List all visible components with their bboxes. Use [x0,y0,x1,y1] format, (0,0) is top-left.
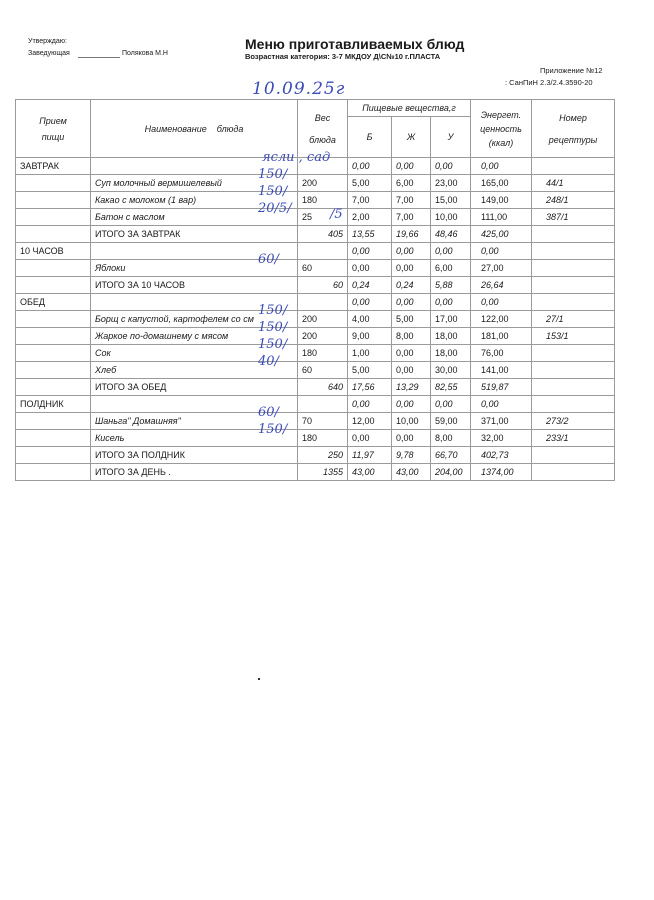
fat-cell: 0,00 [392,396,431,413]
appendix-number: Приложение №12 [540,66,603,75]
fat-cell: 0,00 [392,362,431,379]
handwritten-portion-note: 150/ [258,166,288,182]
col-header-recipe [532,100,615,158]
meal-cell: ОБЕД [16,294,91,311]
fat-cell: 0,00 [392,345,431,362]
recipe-cell [532,362,615,379]
handwritten-portion-note: 150/ [258,183,288,199]
energy-cell: 141,00 [471,362,532,379]
protein-cell: 5,00 [348,175,392,192]
carbs-cell: 15,00 [431,192,471,209]
fat-cell: 0,00 [392,243,431,260]
head-position-label: Заведующая [28,50,70,57]
meal-cell [16,345,91,362]
weight-cell: 200 [298,328,348,345]
carbs-cell: 66,70 [431,447,471,464]
recipe-cell [532,294,615,311]
recipe-cell [532,260,615,277]
energy-cell: 1374,00 [471,464,532,481]
dish-row [16,328,615,345]
meal-cell [16,447,91,464]
handwritten-portion-note: ясли , сад [262,149,331,165]
fat-cell: 6,00 [392,175,431,192]
dish-row [16,209,615,226]
weight-cell [298,243,348,260]
dish-row [16,362,615,379]
meal-cell [16,464,91,481]
total-row [16,464,615,481]
weight-cell: 25 [298,209,348,226]
handwritten-date: 10.09.25г [252,79,346,99]
energy-cell: 371,00 [471,413,532,430]
energy-cell: 0,00 [471,243,532,260]
total-row [16,379,615,396]
dish-row [16,345,615,362]
handwritten-portion-note: 60/ [258,251,279,267]
weight-cell: 60 [298,277,348,294]
handwritten-portion-note: 60/ [258,404,279,420]
dish-row [16,413,615,430]
col-header-recipe-line1: Номер [559,112,587,123]
fat-cell: 19,66 [392,226,431,243]
col-header-fat: Ж [392,117,431,158]
energy-cell: 0,00 [471,396,532,413]
total-row [16,277,615,294]
weight-cell: 200 [298,311,348,328]
weight-cell [298,294,348,311]
col-header-meal-line2: пищи [41,131,65,142]
meal-cell [16,362,91,379]
weight-cell: 640 [298,379,348,396]
energy-cell: 425,00 [471,226,532,243]
recipe-cell: 273/2 [532,413,615,430]
carbs-cell: 0,00 [431,396,471,413]
signature-line [78,57,120,58]
approve-label: Утверждаю: [28,38,67,45]
dish-name: ИТОГО ЗА 10 ЧАСОВ [91,277,298,294]
col-header-nutrients: Пищевые вещества,г [348,100,471,117]
protein-cell: 1,00 [348,345,392,362]
weight-cell: 180 [298,345,348,362]
dish-name: Суп молочный вермишелевый [91,175,298,192]
protein-cell: 0,00 [348,396,392,413]
energy-cell: 0,00 [471,158,532,175]
protein-cell: 9,00 [348,328,392,345]
col-header-carbs: У [431,117,471,158]
carbs-cell: 5,88 [431,277,471,294]
carbs-cell: 0,00 [431,243,471,260]
recipe-cell [532,379,615,396]
protein-cell: 0,00 [348,294,392,311]
handwritten-portion-note: 150/ [258,319,288,335]
fat-cell: 0,00 [392,158,431,175]
weight-cell: 180 [298,192,348,209]
weight-cell: 70 [298,413,348,430]
weight-cell: 180 [298,430,348,447]
handwritten-portion-note: 150/ [258,302,288,318]
dish-name: Сок [91,345,298,362]
meal-cell [16,328,91,345]
meal-cell [16,413,91,430]
dish-row [16,260,615,277]
energy-cell: 519,87 [471,379,532,396]
protein-cell: 43,00 [348,464,392,481]
fat-cell: 10,00 [392,413,431,430]
handwritten-portion-note: 20/5/ [258,200,292,216]
fat-cell: 7,00 [392,192,431,209]
recipe-cell [532,158,615,175]
energy-cell: 32,00 [471,430,532,447]
protein-cell: 13,55 [348,226,392,243]
total-row [16,447,615,464]
carbs-cell: 18,00 [431,328,471,345]
dish-row [16,311,615,328]
dish-name: ИТОГО ЗА ДЕНЬ . [91,464,298,481]
weight-cell [298,396,348,413]
recipe-cell [532,464,615,481]
protein-cell: 0,00 [348,260,392,277]
fat-cell: 9,78 [392,447,431,464]
total-row [16,226,615,243]
carbs-cell: 18,00 [431,345,471,362]
energy-cell: 165,00 [471,175,532,192]
meal-cell [16,192,91,209]
protein-cell: 0,00 [348,430,392,447]
handwritten-portion-note: 150/ [258,336,288,352]
energy-cell: 402,73 [471,447,532,464]
col-header-meal-line1: Прием [39,115,67,126]
dish-row [16,192,615,209]
recipe-cell [532,396,615,413]
recipe-cell: 44/1 [532,175,615,192]
carbs-cell: 82,55 [431,379,471,396]
fat-cell: 0,00 [392,260,431,277]
dish-name: ИТОГО ЗА ПОЛДНИК [91,447,298,464]
protein-cell: 17,56 [348,379,392,396]
scan-speck [258,678,260,680]
energy-cell: 111,00 [471,209,532,226]
meal-section-row [16,294,615,311]
weight-cell: 1355 [298,464,348,481]
handwritten-portion-note: 40/ [258,353,279,369]
sanpin-reference: : СанПиН 2.3/2.4.3590-20 [505,78,593,87]
carbs-cell: 204,00 [431,464,471,481]
recipe-cell: 233/1 [532,430,615,447]
col-header-meal [16,100,91,158]
meal-cell [16,379,91,396]
weight-cell: 250 [298,447,348,464]
meal-cell [16,175,91,192]
carbs-cell: 10,00 [431,209,471,226]
recipe-cell: 248/1 [532,192,615,209]
dish-name: Кисель [91,430,298,447]
weight-cell: 405 [298,226,348,243]
dish-name: Шаньга" Домашняя" [91,413,298,430]
page-title: Меню приготавливаемых блюд [245,36,465,52]
protein-cell: 0,00 [348,158,392,175]
carbs-cell: 8,00 [431,430,471,447]
energy-cell: 76,00 [471,345,532,362]
col-header-dish: Наименование блюда [91,100,298,158]
protein-cell: 2,00 [348,209,392,226]
col-header-protein: Б [348,117,392,158]
recipe-cell [532,345,615,362]
recipe-cell: 153/1 [532,328,615,345]
weight-cell: 200 [298,175,348,192]
carbs-cell: 48,46 [431,226,471,243]
dish-row [16,430,615,447]
protein-cell: 11,97 [348,447,392,464]
protein-cell: 12,00 [348,413,392,430]
meal-section-row [16,243,615,260]
meal-cell: 10 ЧАСОВ [16,243,91,260]
energy-cell: 0,00 [471,294,532,311]
fat-cell: 5,00 [392,311,431,328]
meal-section-row [16,396,615,413]
protein-cell: 0,00 [348,243,392,260]
fat-cell: 43,00 [392,464,431,481]
recipe-cell [532,447,615,464]
fat-cell: 0,00 [392,294,431,311]
carbs-cell: 0,00 [431,294,471,311]
recipe-cell: 387/1 [532,209,615,226]
fat-cell: 13,29 [392,379,431,396]
weight-cell: 60 [298,362,348,379]
carbs-cell: 23,00 [431,175,471,192]
fat-cell: 0,24 [392,277,431,294]
meal-cell: ЗАВТРАК [16,158,91,175]
dish-name: Батон с маслом [91,209,298,226]
meal-cell [16,226,91,243]
col-header-recipe-line2: рецептуры [548,134,598,145]
energy-cell: 26,64 [471,277,532,294]
handwritten-portion-note-secondary: /5 [330,206,343,222]
recipe-cell: 27/1 [532,311,615,328]
energy-cell: 181,00 [471,328,532,345]
energy-cell: 149,00 [471,192,532,209]
protein-cell: 7,00 [348,192,392,209]
dish-name: ИТОГО ЗА ОБЕД [91,379,298,396]
carbs-cell: 6,00 [431,260,471,277]
dish-name: Яблоки [91,260,298,277]
col-header-energy-line2: ценность [480,123,522,134]
recipe-cell [532,243,615,260]
fat-cell: 8,00 [392,328,431,345]
dish-name: Борщ с капустой, картофелем со см [91,311,298,328]
protein-cell: 4,00 [348,311,392,328]
weight-cell: 60 [298,260,348,277]
col-header-weight-line2: блюда [309,134,336,145]
carbs-cell: 30,00 [431,362,471,379]
dish-name: Хлеб [91,362,298,379]
meal-cell [16,209,91,226]
col-header-energy-line1: Энергет. [480,109,522,120]
meal-cell [16,430,91,447]
meal-cell [16,311,91,328]
meal-cell [16,277,91,294]
handwritten-portion-note: 150/ [258,421,288,437]
meal-cell: ПОЛДНИК [16,396,91,413]
col-header-energy [471,100,532,158]
fat-cell: 0,00 [392,430,431,447]
dish-name: Какао с молоком (1 вар) [91,192,298,209]
carbs-cell: 17,00 [431,311,471,328]
age-category: Возрастная категория: 3-7 МКДОУ Д\С№10 г.ПЛАСТА [245,52,441,61]
protein-cell: 0,24 [348,277,392,294]
recipe-cell [532,277,615,294]
fat-cell: 7,00 [392,209,431,226]
energy-cell: 122,00 [471,311,532,328]
protein-cell: 5,00 [348,362,392,379]
head-name: Полякова М.Н [122,50,168,57]
dish-name: ИТОГО ЗА ЗАВТРАК [91,226,298,243]
dish-row [16,175,615,192]
carbs-cell: 59,00 [431,413,471,430]
recipe-cell [532,226,615,243]
energy-cell: 27,00 [471,260,532,277]
dish-name: Жаркое по-домашнему с мясом [91,328,298,345]
meal-cell [16,260,91,277]
col-header-energy-line3: (ккал) [488,137,514,148]
col-header-weight-line1: Вес [314,112,331,123]
carbs-cell: 0,00 [431,158,471,175]
